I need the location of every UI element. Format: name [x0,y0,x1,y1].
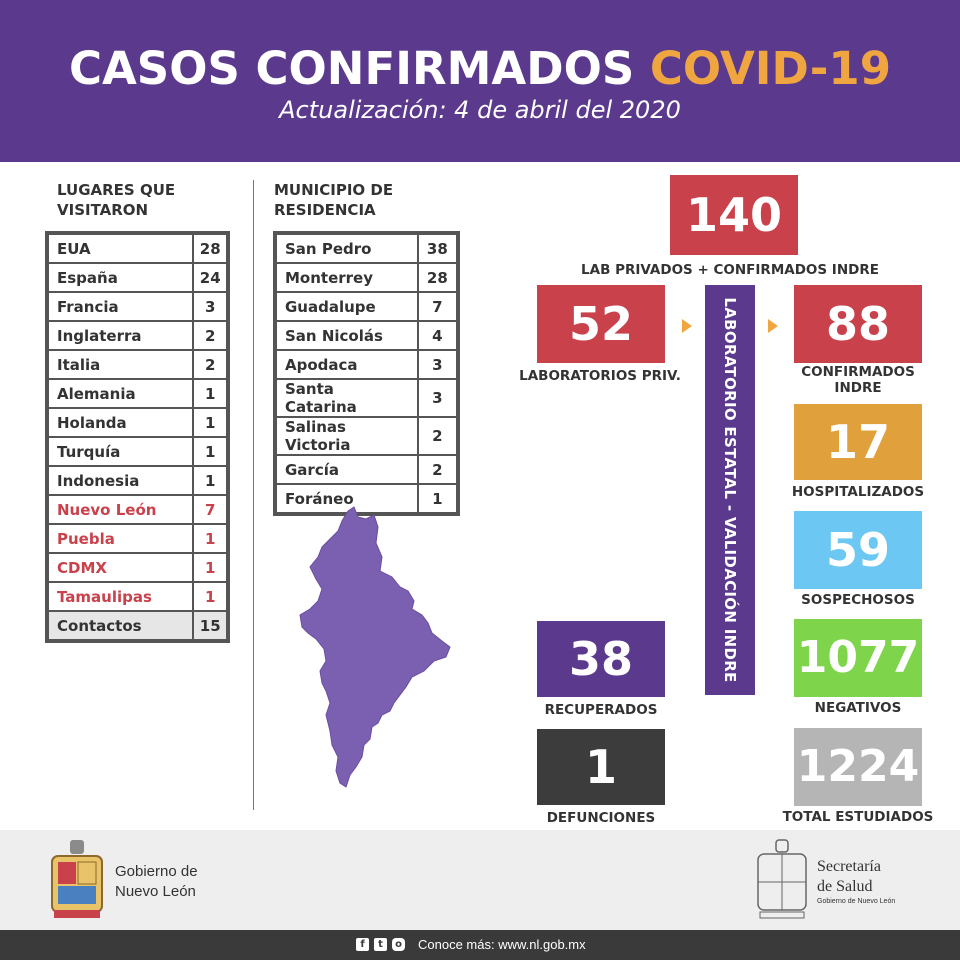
total-estudiados-box: 1224 [794,728,922,806]
table-row [276,263,457,292]
row-label: Italia [48,350,193,379]
row-label: Alemania [48,379,193,408]
row-value: 1 [193,553,227,582]
salud-text [817,857,895,907]
row-value: 1 [193,466,227,495]
row-label: Turquía [48,437,193,466]
title-accent: COVID-19 [649,42,892,95]
table-row [276,455,457,484]
row-label: Monterrey [276,263,418,292]
defunciones-box: 1 [537,729,665,805]
total-confirmados-label: LAB PRIVADOS + CONFIRMADOS INDRE [581,262,879,278]
total-confirmados-box: 140 [670,175,798,255]
row-value: 24 [193,263,227,292]
row-label: España [48,263,193,292]
table-row [48,292,227,321]
row-label: EUA [48,234,193,263]
defunciones-label: DEFUNCIONES [546,810,656,826]
nuevo-leon-map [296,505,456,790]
salud-line-1: Secretaría [817,858,881,875]
row-value: 1 [193,524,227,553]
validation-banner-text: LABORATORIO ESTATAL - VALIDACIÓN INDRE [721,297,739,683]
table-row [48,379,227,408]
table-row [48,553,227,582]
total-estudiados-label: TOTAL ESTUDIADOS [782,809,934,825]
municipio-table [275,233,458,514]
row-label: Santa Catarina [276,379,418,417]
table-row [48,350,227,379]
table-row [48,263,227,292]
table-row [276,292,457,321]
row-label: Tamaulipas [48,582,193,611]
confirmados-indre-label [778,364,938,396]
table-row [48,611,227,640]
validation-banner [705,285,755,695]
table-row [276,234,457,263]
gobierno-line-2: Nuevo León [115,883,196,900]
row-label: García [276,455,418,484]
salud-subtext: Gobierno de Nuevo León [817,898,896,905]
row-label: Salinas Victoria [276,417,418,455]
gobierno-nuevo-leon-logo [48,838,106,922]
hospitalizados-label: HOSPITALIZADOS [791,484,925,500]
row-value: 2 [193,321,227,350]
hospitalizados-box: 17 [794,404,922,480]
row-value: 1 [193,379,227,408]
row-label: Holanda [48,408,193,437]
confirmados-indre-box: 88 [794,285,922,363]
footer-link-text[interactable]: Conoce más: www.nl.gob.mx [418,937,586,952]
row-value: 1 [193,437,227,466]
table-row [48,437,227,466]
row-value: 3 [418,379,457,417]
row-value: 1 [418,484,457,513]
header-banner [0,0,960,162]
row-value: 38 [418,234,457,263]
row-value: 28 [193,234,227,263]
negativos-label: NEGATIVOS [814,700,902,716]
gobierno-line-1: Gobierno de [115,863,198,880]
lab-privados-box: 52 [537,285,665,363]
row-value: 2 [418,455,457,484]
row-value: 1 [193,582,227,611]
update-date: Actualización: 4 de abril del 2020 [279,96,681,124]
table-row [48,495,227,524]
recuperados-label: RECUPERADOS [544,702,658,718]
confirmados-indre-label-2: INDRE [834,380,882,396]
lab-privados-label: LABORATORIOS PRIV. [519,368,681,384]
row-value: 7 [418,292,457,321]
row-value: 3 [418,350,457,379]
table-row [48,321,227,350]
table-row [276,350,457,379]
row-label: Francia [48,292,193,321]
column-divider [253,180,254,810]
facebook-icon[interactable]: f [356,938,369,951]
row-value: 28 [418,263,457,292]
page-title [0,42,960,95]
instagram-icon[interactable]: o [392,938,405,951]
row-value: 7 [193,495,227,524]
lugares-table [47,233,228,641]
row-value: 15 [193,611,227,640]
table-row [276,321,457,350]
table-row [48,408,227,437]
sospechosos-label: SOSPECHOSOS [801,592,915,608]
row-value: 2 [193,350,227,379]
table-row [48,524,227,553]
table-row [48,582,227,611]
arrow-right-icon [682,319,692,333]
row-value: 2 [418,417,457,455]
confirmados-indre-label-1: CONFIRMADOS [801,364,915,380]
row-value: 4 [418,321,457,350]
negativos-box: 1077 [794,619,922,697]
row-label: San Pedro [276,234,418,263]
row-label: Nuevo León [48,495,193,524]
salud-line-2: de Salud [817,878,873,895]
twitter-icon[interactable]: t [374,938,387,951]
table-row [48,466,227,495]
secretaria-salud-logo [752,838,812,922]
row-label: Guadalupe [276,292,418,321]
row-label: San Nicolás [276,321,418,350]
arrow-right-icon [768,319,778,333]
gobierno-text [115,862,198,902]
recuperados-box: 38 [537,621,665,697]
row-label: Indonesia [48,466,193,495]
row-label: Puebla [48,524,193,553]
table-row [48,234,227,263]
footer-bar [0,930,960,960]
row-label: Foráneo [276,484,418,513]
municipio-heading: MUNICIPIO DE RESIDENCIA [274,181,394,219]
title-main: CASOS CONFIRMADOS [68,42,635,95]
row-value: 1 [193,408,227,437]
table-row [276,379,457,417]
lugares-heading: LUGARES QUE VISITARON [57,181,176,219]
table-row [276,417,457,455]
row-label: Inglaterra [48,321,193,350]
row-label: CDMX [48,553,193,582]
row-value: 3 [193,292,227,321]
row-label: Contactos [48,611,193,640]
sospechosos-box: 59 [794,511,922,589]
row-label: Apodaca [276,350,418,379]
